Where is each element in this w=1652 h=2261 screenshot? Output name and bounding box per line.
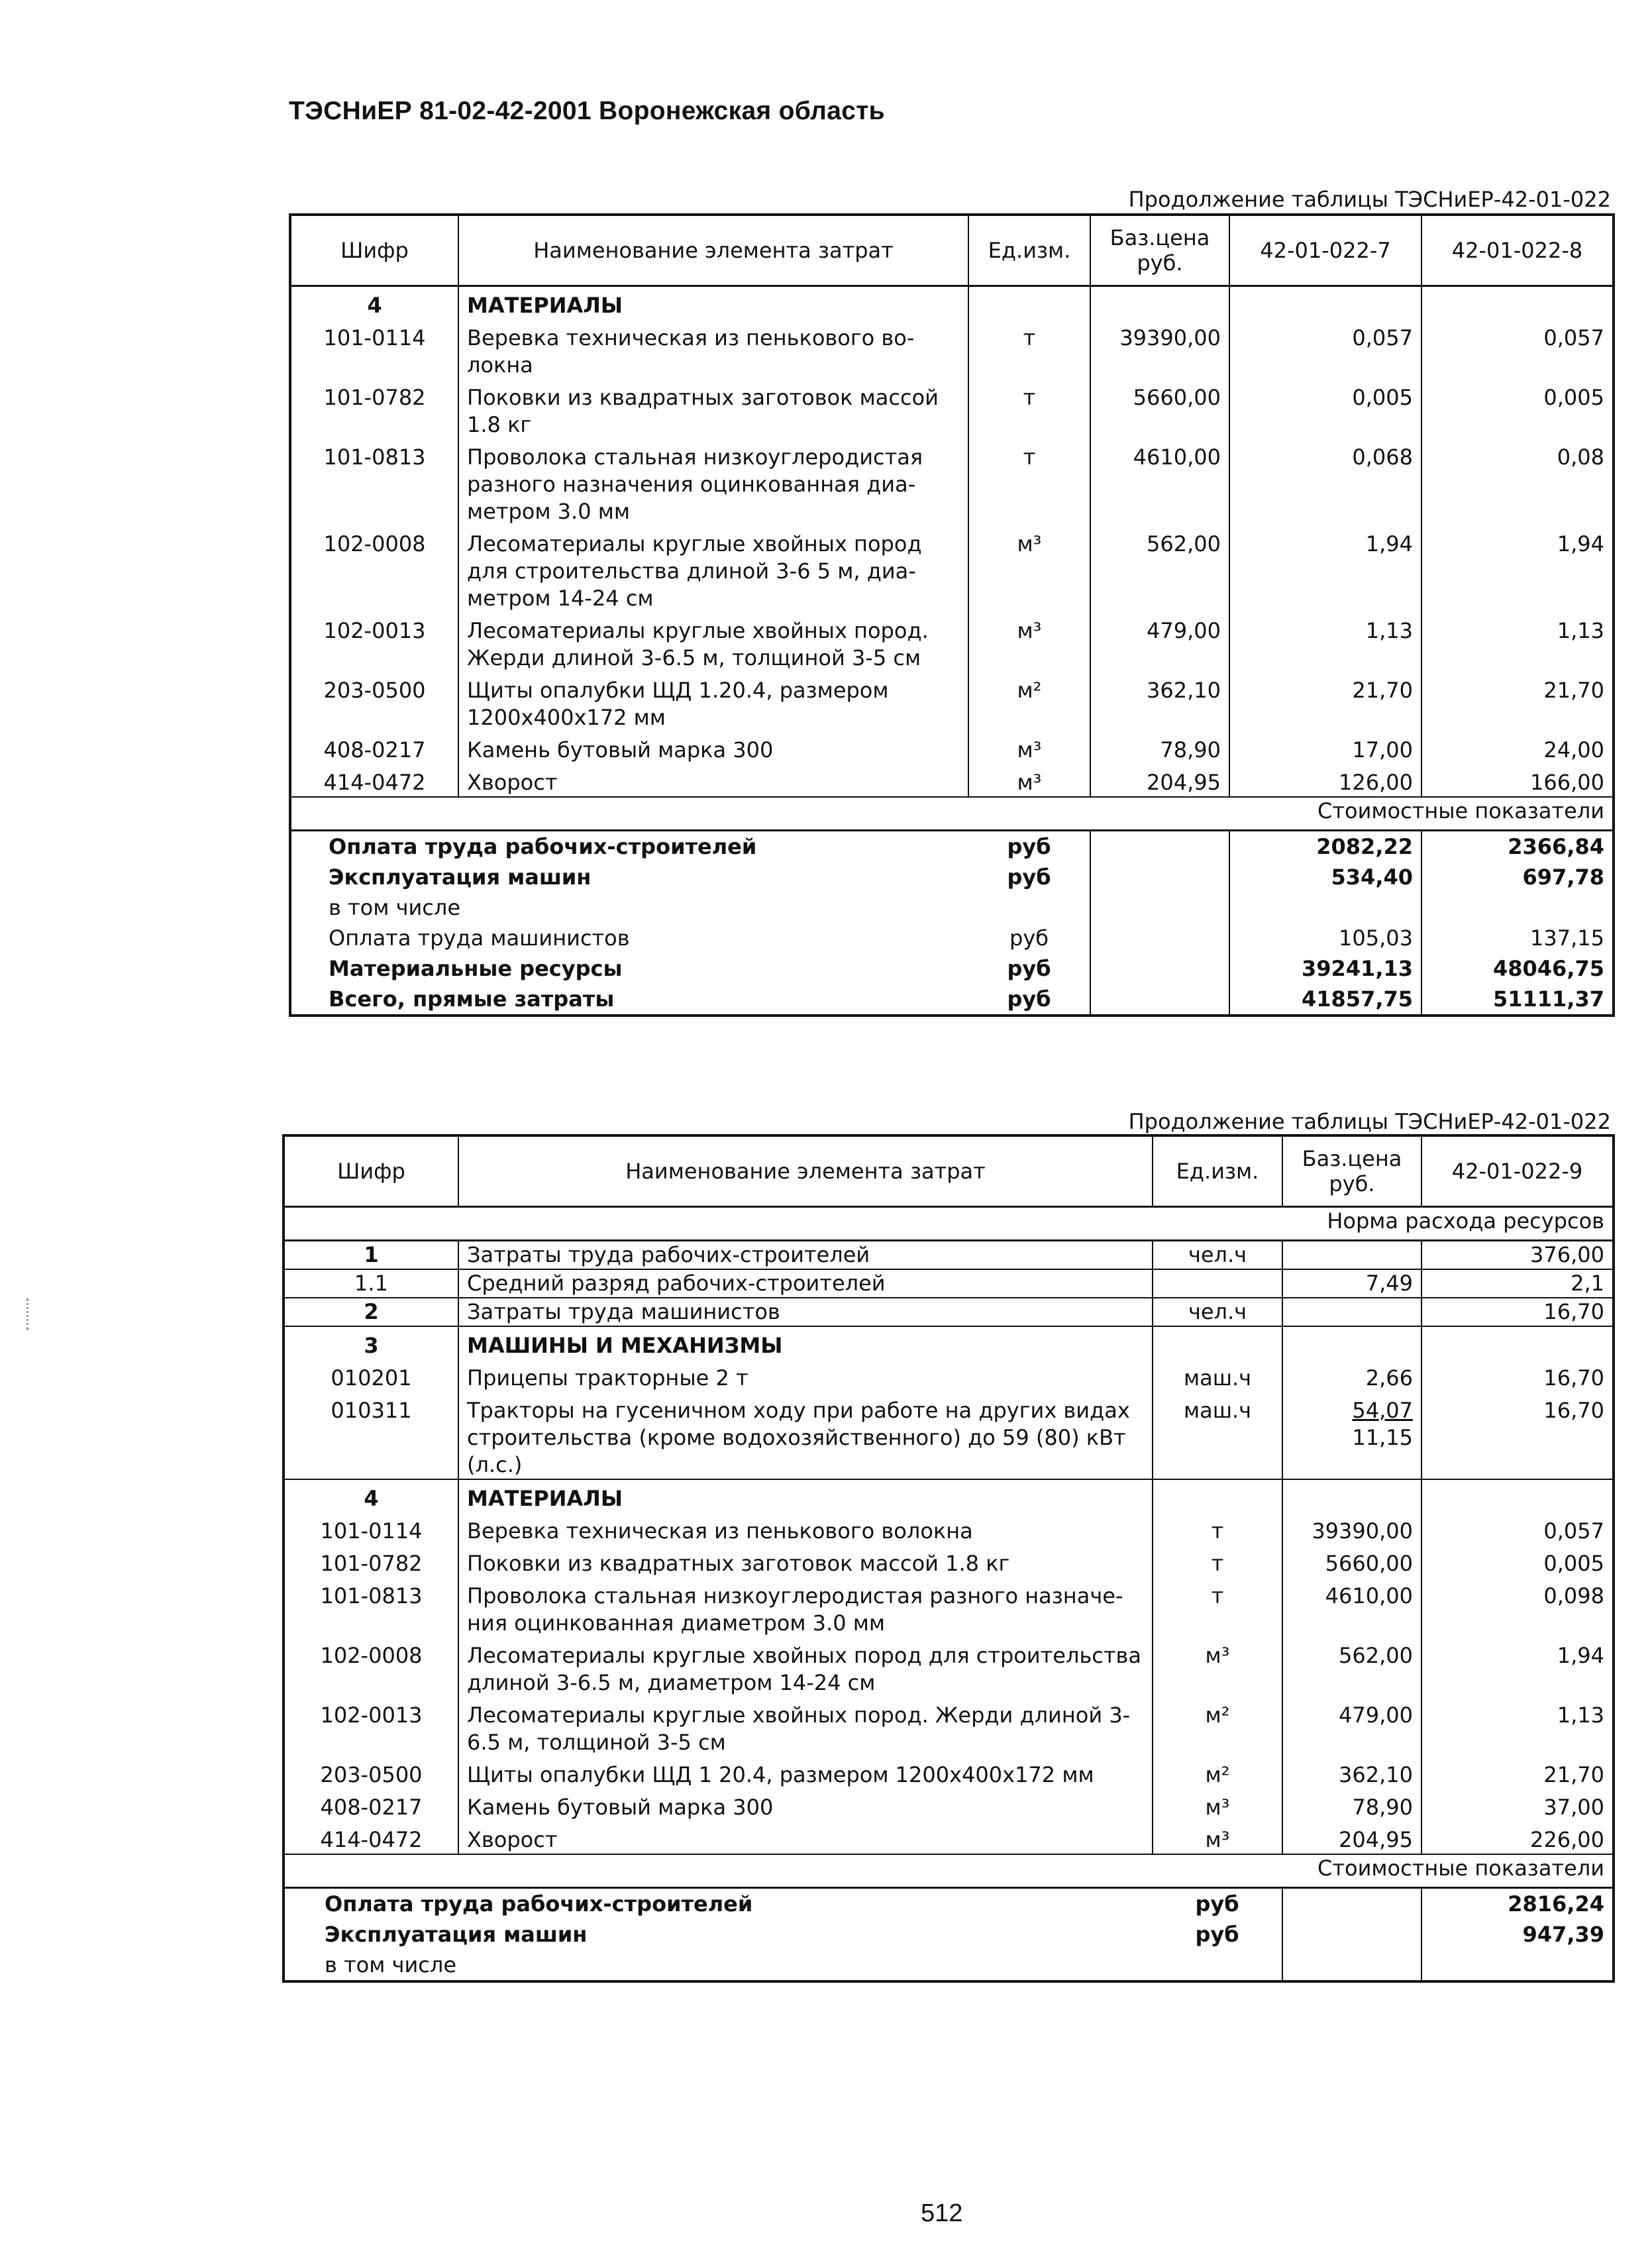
cell-value-8: 1,94 [1557,531,1604,556]
cell-name: Щиты опалубки ЩД 1 20.4, размером 1200x400x172 мм [458,1756,1153,1789]
table-row [284,1512,1614,1545]
cell-code: 414-0472 [284,1821,458,1854]
cost-row [290,892,1614,923]
table-row [290,379,1614,439]
cell-value-8: 1,13 [1557,618,1604,643]
table-row [284,1359,1614,1392]
cell-unit: чел.ч [1153,1241,1282,1270]
cost-label: Материальные ресурсы [329,956,623,981]
cell-unit: м² [968,672,1090,731]
cell-unit: т [1153,1577,1282,1637]
cell-value-9: 0,005 [1543,1551,1604,1576]
cell-name: Хворост [458,764,968,797]
cell-code: 408-0217 [290,731,458,764]
cell-price: 39390,00 [1090,319,1229,379]
cell-value-7: 0,068 [1229,439,1421,525]
empty-cell [1282,1888,1421,1920]
cell-unit: т [1153,1512,1282,1545]
cell-name: Проволока стальная низкоуглеродистая разного назначения оцинкованная диа-метром 3.0 мм [458,439,968,525]
section-row [284,1479,1614,1512]
cost-label: Оплата труда машинистов [329,925,630,951]
cell-unit: т [968,379,1090,439]
cell-value-9: 16,70 [1543,1398,1604,1423]
cell-unit: м³ [1153,1789,1282,1821]
section-code: 3 [284,1326,458,1359]
cell-name: Поковки из квадратных заготовок массой 1.8 кг [458,1545,1153,1577]
page-title: ТЭСНиЕР 81-02-42-2001 Воронежская область [289,97,885,125]
empty-cell [1153,1479,1282,1512]
table-row [284,1392,1614,1479]
cell-unit: маш.ч [1153,1392,1282,1479]
cell-price: 204,95 [1090,764,1229,797]
section-name: МАШИНЫ И МЕХАНИЗМЫ [458,1326,1153,1359]
cost-value-9: 2816,24 [1508,1891,1604,1917]
table-row [290,612,1614,672]
cell-code: 203-0500 [290,672,458,731]
cost-unit: руб [968,984,1090,1016]
norm-banner: Норма расхода ресурсов [284,1207,1614,1241]
cell-value-7: 1,94 [1229,525,1421,612]
cell-value-9: 16,70 [1543,1365,1604,1391]
cost-value-8: 48046,75 [1492,956,1604,981]
table-row [284,1545,1614,1577]
cost-banner-row [284,1854,1614,1888]
empty-cell [968,286,1090,320]
cost-unit: руб [968,831,1090,863]
cost-value-8 [1421,892,1614,923]
cell-name: Веревка техническая из пенькового волокна [458,1512,1153,1545]
cell-code: 102-0013 [284,1697,458,1756]
cell-code: 408-0217 [284,1789,458,1821]
cell-name: Лесоматериалы круглые хвойных пород для строительства длиной 3-6.5 м, диаметром 14-24 см [458,1637,1153,1697]
table2-header [284,1135,1614,1207]
col-header-price: Баз.цена руб. [1282,1135,1421,1207]
cell-name: Камень бутовый марка 300 [458,731,968,764]
cell-code: 101-0813 [290,439,458,525]
cell-unit: м³ [968,525,1090,612]
cell-code: 1.1 [284,1269,458,1298]
cell-name: Затраты труда машинистов [458,1298,1153,1326]
table2 [282,1134,1615,1983]
cell-name: Лесоматериалы круглые хвойных пород. Жерди длиной 3-6.5 м, толщиной 3-5 см [458,612,968,672]
empty-cell [1421,1479,1614,1512]
cost-unit: руб [1153,1919,1282,1950]
cost-value-7: 534,40 [1229,862,1421,892]
cell-price: 5660,00 [1090,379,1229,439]
cell-code: 2 [284,1298,458,1326]
cost-label: в том числе [329,895,460,920]
table-row [284,1789,1614,1821]
cell-code: 101-0114 [284,1512,458,1545]
cost-value-7: 2082,22 [1229,831,1421,863]
cell-value-9: 0,098 [1543,1583,1604,1608]
cell-price: 5660,00 [1282,1545,1421,1577]
col-header-name: Наименование элемента затрат [458,1135,1153,1207]
cell-name: Средний разряд рабочих-строителей [458,1269,1153,1298]
table-row [284,1577,1614,1637]
cell-price [1282,1241,1421,1270]
cell-value-9: 2,1 [1421,1269,1614,1298]
empty-cell [1090,862,1229,892]
cost-value-7: 39241,13 [1229,953,1421,984]
empty-cell [1421,1326,1614,1359]
empty-cell [1153,1326,1282,1359]
cost-banner: Стоимостные показатели [290,797,1614,831]
table1-caption: Продолжение таблицы ТЭСНиЕР-42-01-022 [1128,187,1611,212]
col-header-rate-9: 42-01-022-9 [1421,1135,1614,1207]
cell-value-9: 226,00 [1530,1827,1604,1852]
cell-value-9: 1,94 [1557,1643,1604,1668]
cell-unit: м² [1153,1697,1282,1756]
table-row [284,1637,1614,1697]
cost-value-9 [1421,1950,1614,1981]
cell-value-8: 0,005 [1543,385,1604,410]
section-row [284,1326,1614,1359]
cell-code: 102-0008 [284,1637,458,1697]
cell-price: 479,00 [1090,612,1229,672]
cell-value-9: 376,00 [1530,1242,1604,1267]
price-value: 54,07 [1352,1398,1413,1423]
table-row [290,731,1614,764]
col-header-rate-7: 42-01-022-7 [1229,215,1421,286]
cell-price [1282,1392,1421,1479]
cell-price: 4610,00 [1282,1577,1421,1637]
scan-artifact [26,1298,30,1330]
empty-cell [1090,953,1229,984]
empty-cell [1090,286,1229,320]
cell-value-7: 0,057 [1229,319,1421,379]
cell-name: Поковки из квадратных заготовок массой 1.8 кг [458,379,968,439]
cell-unit: т [1153,1545,1282,1577]
cost-value-8: 2366,84 [1508,834,1604,859]
cell-code: 101-0813 [284,1577,458,1637]
cell-price: 562,00 [1090,525,1229,612]
cell-price [1282,1359,1421,1392]
cell-value-9: 1,13 [1557,1703,1604,1728]
table-row [284,1269,1614,1298]
cost-value-8: 697,78 [1522,865,1604,890]
empty-cell [1229,286,1421,320]
table2-caption: Продолжение таблицы ТЭСНиЕР-42-01-022 [1128,1109,1611,1134]
section-row [290,286,1614,320]
cell-value-9: 37,00 [1543,1795,1604,1820]
table-row [284,1821,1614,1854]
cost-unit: руб [1153,1888,1282,1920]
cell-price: 78,90 [1282,1789,1421,1821]
cell-unit: м³ [1153,1821,1282,1854]
cost-value-9: 947,39 [1522,1922,1604,1947]
cell-price: 78,90 [1090,731,1229,764]
table-row [290,764,1614,797]
cell-name: Тракторы на гусеничном ходу при работе на других видах строительства (кроме водохозяйственного) до 59 (80) кВт (л.с.) [458,1392,1153,1479]
empty-cell [1282,1950,1421,1981]
section-code: 4 [284,1479,458,1512]
cell-unit: м³ [968,612,1090,672]
cell-value-8: 166,00 [1530,770,1604,795]
cost-label: Эксплуатация машин [329,865,592,890]
cost-value-7 [1229,892,1421,923]
section-code: 4 [290,286,458,320]
col-header-code: Шифр [284,1135,458,1207]
empty-cell [1090,923,1229,953]
cell-code: 101-0114 [290,319,458,379]
cell-unit: чел.ч [1153,1298,1282,1326]
cell-code: 1 [284,1241,458,1270]
cost-row [290,831,1614,863]
cost-row [284,1950,1614,1981]
cell-name: Проволока стальная низкоуглеродистая разного назначе-ния оцинкованная диаметром 3.0 мм [458,1577,1153,1637]
section-name: МАТЕРИАЛЫ [458,286,968,320]
cost-unit: руб [968,923,1090,953]
cost-value-7: 105,03 [1229,923,1421,953]
cost-value-8: 51111,37 [1492,986,1604,1012]
cell-price: 7,49 [1282,1269,1421,1298]
page-number: 512 [921,2199,963,2227]
cell-code: 414-0472 [290,764,458,797]
cell-price: 39390,00 [1282,1512,1421,1545]
table1 [289,213,1615,1017]
cost-row [284,1919,1614,1950]
cost-row [284,1888,1614,1920]
cell-value-8: 21,70 [1543,678,1604,703]
cell-value-7: 17,00 [1229,731,1421,764]
col-header-name: Наименование элемента затрат [458,215,968,286]
empty-cell [1282,1326,1421,1359]
cell-value-7: 126,00 [1229,764,1421,797]
cell-value-8: 0,057 [1543,325,1604,350]
table-row [290,319,1614,379]
cost-value-8: 137,15 [1530,925,1604,951]
cost-row [290,862,1614,892]
table-row [284,1697,1614,1756]
price-value: 2,66 [1365,1365,1413,1391]
cell-value-8: 0,08 [1557,445,1604,470]
cell-value-7: 0,005 [1229,379,1421,439]
cost-unit [968,892,1090,923]
table1-header [290,215,1614,286]
empty-cell [1090,984,1229,1016]
cell-value-9: 21,70 [1543,1762,1604,1787]
cell-price [1282,1298,1421,1326]
table-row [284,1298,1614,1326]
table-row [290,439,1614,525]
cell-name: Хворост [458,1821,1153,1854]
cell-unit: м³ [1153,1637,1282,1697]
cell-unit [1153,1269,1282,1298]
cell-code: 102-0008 [290,525,458,612]
table-row [290,525,1614,612]
cost-row [290,953,1614,984]
cell-name: Затраты труда рабочих-строителей [458,1241,1153,1270]
cost-unit [1153,1950,1282,1981]
cell-value-8: 24,00 [1543,737,1604,762]
cell-value-9: 0,057 [1543,1518,1604,1544]
table-row [284,1756,1614,1789]
cost-value-7: 41857,75 [1229,984,1421,1016]
cell-unit: маш.ч [1153,1359,1282,1392]
cell-name: Щиты опалубки ЩД 1.20.4, размером 1200x400x172 мм [458,672,968,731]
empty-cell [1090,892,1229,923]
cell-value-9: 16,70 [1421,1298,1614,1326]
cell-price: 479,00 [1282,1697,1421,1756]
cell-value-7: 21,70 [1229,672,1421,731]
cell-code: 101-0782 [290,379,458,439]
cell-price: 362,10 [1090,672,1229,731]
cost-label: Оплата труда рабочих-строителей [329,834,757,859]
cell-name: Прицепы тракторные 2 т [458,1359,1153,1392]
cell-unit: м² [1153,1756,1282,1789]
cell-code: 203-0500 [284,1756,458,1789]
cell-code: 010311 [284,1392,458,1479]
col-header-unit: Ед.изм. [968,215,1090,286]
cost-row [290,923,1614,953]
cell-price: 204,95 [1282,1821,1421,1854]
cost-banner-row [290,797,1614,831]
cost-label: Оплата труда рабочих-строителей [325,1891,753,1917]
cell-unit: т [968,439,1090,525]
table-row [284,1241,1614,1270]
cost-unit: руб [968,862,1090,892]
empty-cell [1282,1919,1421,1950]
col-header-price: Баз.цена руб. [1090,215,1229,286]
cost-unit: руб [968,953,1090,984]
cost-banner: Стоимостные показатели [284,1854,1614,1888]
empty-cell [1090,831,1229,863]
cell-code: 102-0013 [290,612,458,672]
col-header-unit: Ед.изм. [1153,1135,1282,1207]
cell-unit: м³ [968,764,1090,797]
cell-code: 101-0782 [284,1545,458,1577]
price-value-secondary: 11,15 [1352,1425,1413,1450]
cost-label: Всего, прямые затраты [329,986,615,1012]
cost-label: в том числе [325,1952,456,1977]
empty-cell [1282,1479,1421,1512]
cell-unit: м³ [968,731,1090,764]
cell-unit: т [968,319,1090,379]
cell-price: 4610,00 [1090,439,1229,525]
table-row [290,672,1614,731]
cell-price: 362,10 [1282,1756,1421,1789]
col-header-code: Шифр [290,215,458,286]
cell-value-7: 1,13 [1229,612,1421,672]
section-name: МАТЕРИАЛЫ [458,1479,1153,1512]
cell-name: Камень бутовый марка 300 [458,1789,1153,1821]
cell-name: Лесоматериалы круглые хвойных пород для строительства длиной 3-6 5 м, диа-метром 14-24 см [458,525,968,612]
norm-banner-row [284,1207,1614,1241]
col-header-rate-8: 42-01-022-8 [1421,215,1614,286]
cell-name: Веревка техническая из пенькового во-локна [458,319,968,379]
cell-price: 562,00 [1282,1637,1421,1697]
cell-name: Лесоматериалы круглые хвойных пород. Жерди длиной 3-6.5 м, толщиной 3-5 см [458,1697,1153,1756]
cost-label: Эксплуатация машин [325,1922,588,1947]
empty-cell [1421,286,1614,320]
cell-code: 010201 [284,1359,458,1392]
cost-row [290,984,1614,1016]
